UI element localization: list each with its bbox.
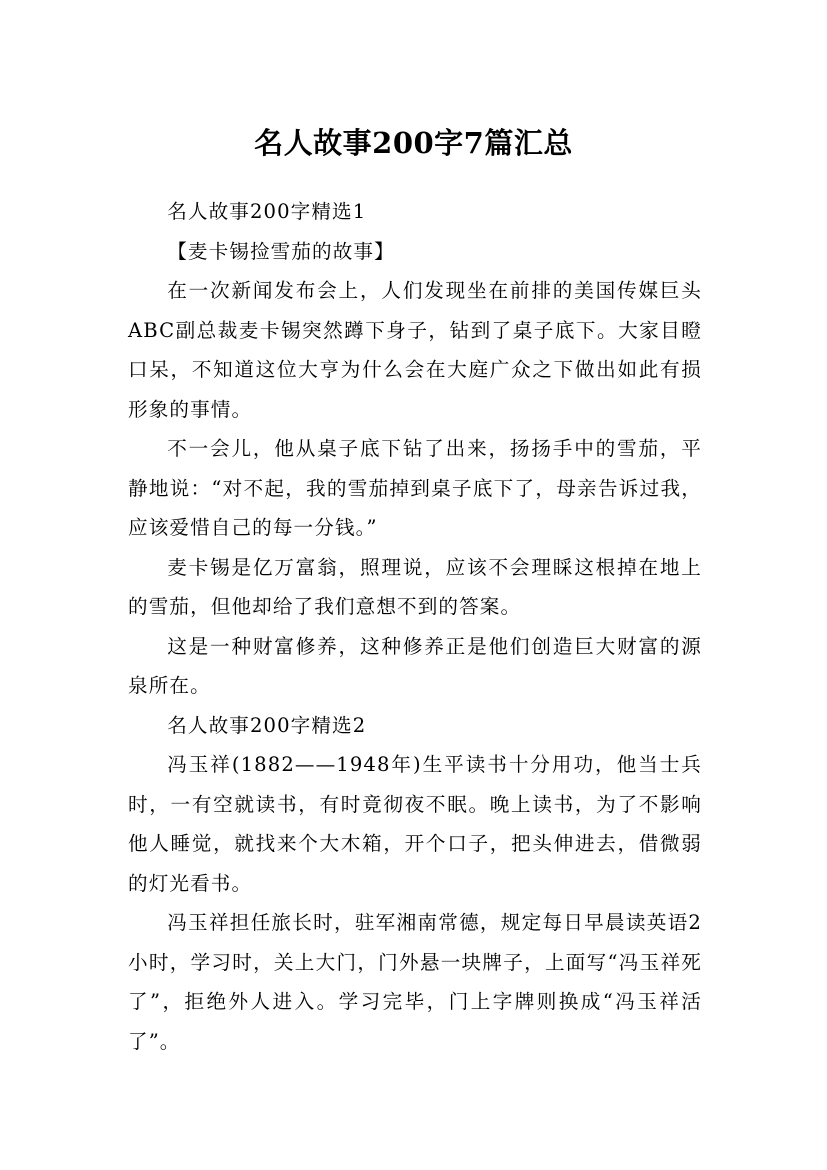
section-heading: 名人故事200字精选2 [167,713,367,737]
document-body [128,192,702,1061]
body-paragraph: 麦卡锡是亿万富翁，照理说，应该不会理睬这根掉在地上的雪茄，但他却给了我们意想不到的答案。 [128,555,702,618]
body-paragraph: 冯玉祥(1882——1948年)生平读书十分用功，他当士兵时，一有空就读书，有时竟彻夜不眠。晚上读书，为了不影响他人睡觉，就找来个大木箱，开个口子，把头伸进去，借微弱的灯光看书。 [128,753,702,895]
section-heading: 名人故事200字精选1 [167,200,367,223]
document-title: 名人故事200字7篇汇总 [254,126,573,161]
body-paragraph: 在一次新闻发布会上，人们发现坐在前排的美国传媒巨头ABC副总裁麦卡锡突然蹲下身子，钻到了桌子底下。大家目瞪口呆，不知道这位大亨为什么会在大庭广众之下做出如此有损形象的事情。 [128,279,702,421]
story-heading: 【麦卡锡捡雪茄的故事】 [167,239,395,263]
body-paragraph: 这是一种财富修养，这种修养正是他们创造巨大财富的源泉所在。 [128,634,702,697]
body-paragraph: 冯玉祥担任旅长时，驻军湘南常德，规定每日早晨读英语2小时，学习时，关上大门，门外悬一块牌子，上面写“冯玉祥死了”，拒绝外人进入。学习完毕，门上字牌则换成“冯玉祥活了”。 [128,911,702,1053]
body-paragraph: 不一会儿，他从桌子底下钻了出来，扬扬手中的雪茄，平静地说：“对不起，我的雪茄掉到桌子底下了，母亲告诉过我，应该爱惜自己的每一分钱。” [128,437,702,539]
